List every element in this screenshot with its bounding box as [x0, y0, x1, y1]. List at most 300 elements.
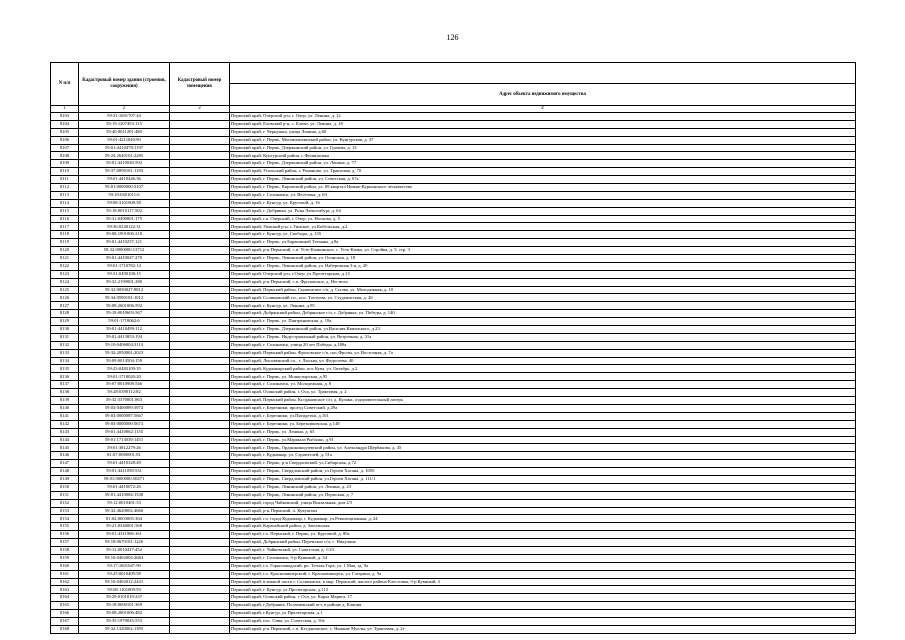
row-number: 8146 — [51, 452, 79, 460]
table-row — [51, 491, 856, 499]
row-number: 8118 — [51, 231, 79, 239]
cadastral-room-number — [170, 436, 230, 444]
table-row — [51, 515, 856, 523]
row-number: 8111 — [51, 176, 79, 184]
cadastral-building-number: 59:01:4410328:49 — [79, 460, 170, 468]
cadastral-room-number — [170, 365, 230, 373]
cadastral-room-number — [170, 318, 230, 326]
row-number: 8160 — [51, 562, 79, 570]
table-row — [51, 231, 856, 239]
cadastral-building-number: 59:37:0890101:1183 — [79, 168, 170, 176]
table-row — [51, 625, 856, 633]
cadastral-room-number — [170, 570, 230, 578]
table-row — [51, 270, 856, 278]
cadastral-room-number — [170, 326, 230, 334]
table-row — [51, 184, 856, 192]
cadastral-room-number — [170, 594, 230, 602]
table-row — [51, 160, 856, 168]
row-number: 8131 — [51, 333, 79, 341]
table-row — [51, 365, 856, 373]
cadastral-building-number: 59:09:0014504:159 — [79, 357, 170, 365]
table-row — [51, 452, 856, 460]
row-number: 8134 — [51, 357, 79, 365]
row-number: 8106 — [51, 136, 79, 144]
cadastral-room-number — [170, 475, 230, 483]
cadastral-room-number — [170, 499, 230, 507]
cadastral-room-number — [170, 270, 230, 278]
cadastral-building-number: 59:31:1691707:44 — [79, 112, 170, 120]
cadastral-room-number — [170, 586, 230, 594]
property-address: Пермский край, город Чайковский, улица Вокзальная, дом 2/5 — [230, 499, 856, 507]
cadastral-room-number — [170, 184, 230, 192]
row-number: 8137 — [51, 381, 79, 389]
cadastral-room-number — [170, 491, 230, 499]
table-row — [51, 128, 856, 136]
property-address: Пермский край, г. Пермь, Индустриальный район, ул. Ветрочная, д. 31а — [230, 333, 856, 341]
row-number: 8115 — [51, 207, 79, 215]
property-address: Пермский край, г.о. город Кудымкар, г. Кудымкар, ул.Революционная, д. 24 — [230, 515, 856, 523]
property-address: Пермский край, р-н Пермский, п. Кукуштан — [230, 507, 856, 515]
cadastral-building-number: 59:32:2190001:280 — [79, 278, 170, 286]
cadastral-room-number — [170, 215, 230, 223]
header-cadastral-room: Кадастровый номер помещения — [170, 63, 230, 106]
cadastral-room-number — [170, 373, 230, 381]
cadastral-room-number — [170, 341, 230, 349]
row-number: 8133 — [51, 349, 79, 357]
cadastral-building-number: 59:10:0401011:6 — [79, 191, 170, 199]
row-number: 8105 — [51, 128, 79, 136]
cadastral-room-number — [170, 412, 230, 420]
cadastral-room-number — [170, 625, 230, 633]
property-address: Пермский край, г. Пермь, ул. Ленина, д. 65 — [230, 428, 856, 436]
property-address: Пермский край, г. Добрянка, ул. Розы Люксембург, д. 64 — [230, 207, 856, 215]
cadastral-room-number — [170, 507, 230, 515]
row-number: 8117 — [51, 223, 79, 231]
cadastral-building-number: 59:08:1901006:218 — [79, 231, 170, 239]
row-number: 8154 — [51, 515, 79, 523]
cadastral-room-number — [170, 128, 230, 136]
table-row — [51, 223, 856, 231]
column-number: 2 — [79, 106, 170, 113]
cadastral-room-number — [170, 255, 230, 263]
cadastral-room-number — [170, 223, 230, 231]
property-address: Пермский край, Добрянский район, Добрянское г/п, г. Добрянка, ул. Победы, д. 140 — [230, 310, 856, 318]
cadastral-building-number: 59:01:4413853:194 — [79, 333, 170, 341]
page-number: 126 — [446, 33, 459, 42]
cadastral-building-number: 59:35:1970045:553 — [79, 617, 170, 625]
cadastral-room-number — [170, 483, 230, 491]
property-address: Пермский край, Осинский район, г. Оса, ул. Трактовая, д. 2 — [230, 389, 856, 397]
cadastral-building-number: 59:08:2601006:482 — [79, 610, 170, 618]
cadastral-building-number: 59:32:0000000:13712 — [79, 247, 170, 255]
row-number: 8104 — [51, 120, 79, 128]
table-row — [51, 152, 856, 160]
property-address: Пермский край, г. Пермь, Ленинский район, ул. Осинская, д. 18 — [230, 255, 856, 263]
cadastral-building-number: 59:01:4410478:1197 — [79, 144, 170, 152]
cadastral-room-number — [170, 468, 230, 476]
property-address: Пермский край, г. Пермь, Ленинский район, ул. Ленина, д. 23 — [230, 483, 856, 491]
row-number: 8151 — [51, 491, 79, 499]
row-number: 8153 — [51, 507, 79, 515]
cadastral-room-number — [170, 357, 230, 365]
property-address: Пермский край, г. Кунгур, ул. Ленина, д.95 — [230, 302, 856, 310]
table-row — [51, 523, 856, 531]
cadastral-room-number — [170, 120, 230, 128]
row-number: 8124 — [51, 278, 79, 286]
row-number: 8142 — [51, 420, 79, 428]
table-row — [51, 546, 856, 554]
table-row — [51, 341, 856, 349]
row-number: 8140 — [51, 404, 79, 412]
table-row — [51, 531, 856, 539]
cadastral-building-number: 59:01:4410084:1538 — [79, 491, 170, 499]
cadastral-room-number — [170, 610, 230, 618]
table-row — [51, 191, 856, 199]
cadastral-building-number: 59:01:4410072:26 — [79, 483, 170, 491]
cadastral-building-number: 59:24:2640101:2285 — [79, 152, 170, 160]
property-address: Пермский край, Усольский район, г. Романово, ул. Трактовая, д. 70 — [230, 168, 856, 176]
property-address: Пермский край, г.Кунгур, ул.Пролетарская, д.1 — [230, 610, 856, 618]
row-number: 8156 — [51, 531, 79, 539]
row-number: 8109 — [51, 160, 79, 168]
property-address: Пермский край, г. Кунгур, ул.Пролетарская, д.112 — [230, 586, 856, 594]
cadastral-building-number: 59:18:0670101:1226 — [79, 539, 170, 547]
property-register-table — [50, 62, 856, 634]
cadastral-room-number — [170, 247, 230, 255]
cadastral-room-number — [170, 578, 230, 586]
table-row — [51, 199, 856, 207]
cadastral-room-number — [170, 389, 230, 397]
cadastral-building-number: 59:40:0011201:480 — [79, 128, 170, 136]
cadastral-room-number — [170, 428, 230, 436]
cadastral-room-number — [170, 112, 230, 120]
property-address: Пермский край, г. Пермь, ул. Монастырская, д.95 — [230, 373, 856, 381]
cadastral-building-number: 59:32:4620002:4660 — [79, 507, 170, 515]
row-number: 8122 — [51, 262, 79, 270]
row-number: 8145 — [51, 444, 79, 452]
cadastral-room-number — [170, 136, 230, 144]
row-number: 8164 — [51, 594, 79, 602]
table-row — [51, 404, 856, 412]
row-number: 8150 — [51, 483, 79, 491]
row-number: 8135 — [51, 365, 79, 373]
property-address: Пермский край, р-н Пермский, с.п. Фроловское, д. Нестюхо — [230, 278, 856, 286]
cadastral-building-number: 59:10:0402004:2684 — [79, 554, 170, 562]
cadastral-room-number — [170, 617, 230, 625]
row-number: 8144 — [51, 436, 79, 444]
table-row — [51, 215, 856, 223]
property-address: Пермский край, г. Березники, проезд Советский, д.29а — [230, 404, 856, 412]
cadastral-room-number — [170, 168, 230, 176]
table-row — [51, 602, 856, 610]
row-number: 8148 — [51, 468, 79, 476]
row-number: 8162 — [51, 578, 79, 586]
cadastral-building-number: 59:32:2050001:2023 — [79, 349, 170, 357]
cadastral-room-number — [170, 531, 230, 539]
property-address: Пермский край, Еловский р-н, с. Елово, ул. Ленина, д. 18 — [230, 120, 856, 128]
cadastral-building-number: 59:01:1710782:14 — [79, 262, 170, 270]
table-row — [51, 578, 856, 586]
table-row — [51, 397, 856, 405]
row-number: 8155 — [51, 523, 79, 531]
row-number: 8103 — [51, 112, 79, 120]
cadastral-building-number: 59:01:4410446:36 — [79, 176, 170, 184]
cadastral-building-number: 59:08:3101008:58 — [79, 199, 170, 207]
property-address: Пермский край, г. Пермь, Ленинский район, ул. Советская, д. 67а — [230, 176, 856, 184]
cadastral-room-number — [170, 397, 230, 405]
row-number: 8108 — [51, 152, 79, 160]
table-row — [51, 302, 856, 310]
row-number: 8110 — [51, 168, 79, 176]
cadastral-building-number: 59:01:3812279:26 — [79, 444, 170, 452]
property-address: Пермский край, Добрянский район, Перемское с/п, с. Никулино — [230, 539, 856, 547]
row-number: 8163 — [51, 586, 79, 594]
property-address: Пермский край, г.о. Пермский, г. Пермь, ул. Круговой, д. 80а — [230, 531, 856, 539]
cadastral-room-number — [170, 191, 230, 199]
table-row — [51, 586, 856, 594]
cadastral-building-number: 59:23:0483109:35 — [79, 365, 170, 373]
cadastral-room-number — [170, 404, 230, 412]
property-address: Пермский край, г. Кунгур, ул. Круговой, д. 16 — [230, 199, 856, 207]
table-row — [51, 373, 856, 381]
table-row — [51, 460, 856, 468]
cadastral-room-number — [170, 152, 230, 160]
row-number: 8161 — [51, 570, 79, 578]
cadastral-room-number — [170, 199, 230, 207]
row-number: 8136 — [51, 373, 79, 381]
table-row — [51, 255, 856, 263]
cadastral-room-number — [170, 444, 230, 452]
table-row — [51, 562, 856, 570]
cadastral-room-number — [170, 302, 230, 310]
header-address: Адрес объекта недвижимого имущества — [230, 84, 856, 106]
table-row — [51, 318, 856, 326]
header-num: N п/п — [51, 63, 79, 106]
cadastral-building-number: 59:01:4311906:161 — [79, 531, 170, 539]
cadastral-room-number — [170, 278, 230, 286]
row-number: 8158 — [51, 546, 79, 554]
table-row — [51, 594, 856, 602]
header-address-spacer — [230, 63, 856, 84]
cadastral-room-number — [170, 523, 230, 531]
cadastral-room-number — [170, 515, 230, 523]
cadastral-building-number: 59:18:0010117:502 — [79, 207, 170, 215]
cadastral-building-number: 59:31:0490801:175 — [79, 215, 170, 223]
row-number: 8167 — [51, 617, 79, 625]
row-number: 8123 — [51, 270, 79, 278]
cadastral-building-number: 59:01:4410047:270 — [79, 255, 170, 263]
cadastral-building-number: 59:01:0000000:50471 — [79, 475, 170, 483]
property-address: Пермский край, Лысьвенский г.о., г. Лысьва, ул. Федосеева, 40 — [230, 357, 856, 365]
cadastral-room-number — [170, 381, 230, 389]
table-row — [51, 247, 856, 255]
row-number: 8116 — [51, 215, 79, 223]
property-address: Пермский край, г. Пермь, Дзержинский район, ул.Василия Каменского, д.23 — [230, 326, 856, 334]
property-address: Пермский край, г. Березники, ул. Березниковская, д.148 — [230, 420, 856, 428]
cadastral-building-number: 59:01:1718020:20 — [79, 373, 170, 381]
property-address: Пермский край, г.п. Очерский, г. Очер, ул. Носкова, д. 5 — [230, 215, 856, 223]
cadastral-building-number: 59:01:4211840:90 — [79, 136, 170, 144]
row-number: 8143 — [51, 428, 79, 436]
table-row — [51, 120, 856, 128]
cadastral-building-number: 59:17:1601047:90 — [79, 562, 170, 570]
cadastral-building-number: 59:01:4411058:531 — [79, 468, 170, 476]
cadastral-building-number: 81:02:0003005:304 — [79, 515, 170, 523]
row-number: 8152 — [51, 499, 79, 507]
property-address: Пермский край, р-н Пермский, с.п. Кг.гдановское, с. Нижние Муллы, ул. Трактовая, д. 2г — [230, 625, 856, 633]
cadastral-room-number — [170, 349, 230, 357]
cadastral-room-number — [170, 176, 230, 184]
header-cadastral-building: Кадастровый номер здания (строения, сооружения) — [79, 63, 170, 106]
row-number: 8132 — [51, 341, 79, 349]
property-address: Пермский край, Соликамский г.п., пос. Тохтуева, ул. Студенческая, д. 26 — [230, 294, 856, 302]
cadastral-building-number: 59:01:4410040:592 — [79, 160, 170, 168]
cadastral-room-number — [170, 546, 230, 554]
property-address: Пермский край, г.о. Горнозаводский, рп. Теплая Гора, ул. 1 Мая, зд. 9а — [230, 562, 856, 570]
cadastral-building-number: 59:34:0590101:1012 — [79, 294, 170, 302]
cadastral-room-number — [170, 286, 230, 294]
row-number: 8139 — [51, 397, 79, 405]
table-row — [51, 262, 856, 270]
row-number: 8159 — [51, 554, 79, 562]
property-address: Пермский край, Осинский район, г. Оса, ул. Карла Маркса, 17 — [230, 594, 856, 602]
property-address: Пермский край, Кунгурский район, с.Филипповка — [230, 152, 856, 160]
cadastral-building-number: 59:32:0050027:8812 — [79, 286, 170, 294]
table-row — [51, 207, 856, 215]
table-row — [51, 168, 856, 176]
table-body — [51, 112, 856, 633]
cadastral-building-number: 59:21:0340001:568 — [79, 523, 170, 531]
cadastral-building-number: 81:07:0080001:81 — [79, 452, 170, 460]
row-number: 8166 — [51, 610, 79, 618]
property-address: Пермский край, г. Соликамск, б-р Кувиный, д. 34 — [230, 554, 856, 562]
table-row — [51, 420, 856, 428]
property-address: Пермский край, р-н Пермский, с.п. Усть-Качкинское, с. Усть-Качка, ул. Стройка, д. 5, стр. 3 — [230, 247, 856, 255]
property-address: Пермский край, Карагайский район, д. Запольская — [230, 523, 856, 531]
cadastral-room-number — [170, 333, 230, 341]
table-row — [51, 326, 856, 334]
row-number: 8141 — [51, 412, 79, 420]
cadastral-room-number — [170, 562, 230, 570]
row-number: 8113 — [51, 191, 79, 199]
cadastral-room-number — [170, 144, 230, 152]
cadastral-room-number — [170, 294, 230, 302]
property-address: Пермский край, г. Соликамск, улица 20 лет Победы, д.180а — [230, 341, 856, 349]
property-address: Пермский край, г. Пермь, ул.Маршала Рыбалко, д.91 — [230, 436, 856, 444]
cadastral-building-number: 59:10:0402012:2441 — [79, 578, 170, 586]
cadastral-room-number — [170, 602, 230, 610]
cadastral-building-number: 59:10:0406004:3113 — [79, 341, 170, 349]
cadastral-building-number: 59:01:1718062:6 — [79, 318, 170, 326]
property-address: Пермский край, г. Пермь, Ленинский район, ул. Пермская, д. 7 — [230, 491, 856, 499]
property-address: Пермский край, в южной части г. Соликамска, в мкр. Пермский, жилого района Клестовка, б-р Кувиный, 3 — [230, 578, 856, 586]
table-row — [51, 333, 856, 341]
table-row — [51, 349, 856, 357]
cadastral-building-number: 59:01:4410062:1155 — [79, 428, 170, 436]
row-number: 8127 — [51, 302, 79, 310]
cadastral-room-number — [170, 262, 230, 270]
cadastral-building-number: 59:12:0010401:53 — [79, 499, 170, 507]
property-address: Пермский край, Очерский р-н, г.Очер, ул.Пролетарская, д.13 — [230, 270, 856, 278]
table-row — [51, 136, 856, 144]
cadastral-room-number — [170, 207, 230, 215]
table-row — [51, 381, 856, 389]
cadastral-building-number: 59:07:0010908:546 — [79, 381, 170, 389]
property-address: Пермский край, г. Пермь, р-н Свердловский, ул.Сибирская, д.72 — [230, 460, 856, 468]
table-row — [51, 286, 856, 294]
cadastral-room-number — [170, 231, 230, 239]
column-number: 4 — [230, 106, 856, 113]
table-row — [51, 610, 856, 618]
property-address: Пермский край, Кудымкарский район, пос.Кува, ул. Октябрь, д.2 — [230, 365, 856, 373]
cadastral-building-number: 59:18:0690101:369 — [79, 602, 170, 610]
row-number: 8121 — [51, 255, 79, 263]
cadastral-building-number: 59:01:0000000:3107 — [79, 184, 170, 192]
property-address: Пермский край, г. Пермь, Кировский район, ул. 69 квартал Нижне-Курьинского лесничества — [230, 184, 856, 192]
table-row — [51, 310, 856, 318]
property-address: Пермский край, г. Пермь, Мотовилихинский район, ул. Кунгурская, д. 37 — [230, 136, 856, 144]
table-row — [51, 239, 856, 247]
cadastral-room-number — [170, 160, 230, 168]
row-number: 8126 — [51, 294, 79, 302]
cadastral-building-number: 59:29:0101019:237 — [79, 594, 170, 602]
table-row — [51, 468, 856, 476]
cadastral-building-number: 59:19:1207493:115 — [79, 120, 170, 128]
row-number: 8112 — [51, 184, 79, 192]
property-address: Пермский край, г. Пермь, Ленинский район, ул. Набережная 3-я, д. 20 — [230, 262, 856, 270]
table-row — [51, 499, 856, 507]
cadastral-building-number: 59:36:0240122:31 — [79, 223, 170, 231]
cadastral-building-number: 59:32:3370001:863 — [79, 397, 170, 405]
row-number: 8107 — [51, 144, 79, 152]
row-number: 8119 — [51, 239, 79, 247]
cadastral-building-number: 59:08:1101009:59 — [79, 586, 170, 594]
cadastral-room-number — [170, 310, 230, 318]
cadastral-room-number — [170, 239, 230, 247]
property-address: Пермский край, г. Березники, ул.Пятидетки, д.101 — [230, 412, 856, 420]
table-row — [51, 112, 856, 120]
column-number: 1 — [51, 106, 79, 113]
row-number: 8157 — [51, 539, 79, 547]
property-address: Пермский край, г.Добрянка, Полазненский пгт, в районе д. Кляпия — [230, 602, 856, 610]
table-row — [51, 507, 856, 515]
row-number: 8130 — [51, 326, 79, 334]
row-number: 8138 — [51, 389, 79, 397]
table-row — [51, 539, 856, 547]
table-row — [51, 617, 856, 625]
row-number: 8149 — [51, 475, 79, 483]
property-address: Пермский край, г. Пермь, Дзержинский район, ул. Ленина, д. 77 — [230, 160, 856, 168]
table-row — [51, 436, 856, 444]
row-number: 8165 — [51, 602, 79, 610]
cadastral-room-number — [170, 460, 230, 468]
property-address: Пермский край, г. Кудымкар, ул. Строителей, д. 51а — [230, 452, 856, 460]
cadastral-building-number: 59:18:0010603:567 — [79, 310, 170, 318]
table-row — [51, 428, 856, 436]
property-address: Пермский край, г. Кунгур, ул. Свободы, д. 135 — [230, 231, 856, 239]
property-address: Пермский край, г. Чайковский, ул. Советская, д. 1/23 — [230, 546, 856, 554]
row-number: 8147 — [51, 460, 79, 468]
cadastral-building-number: 59:01:1713039:1451 — [79, 436, 170, 444]
row-number: 8128 — [51, 310, 79, 318]
table-row — [51, 294, 856, 302]
table-row — [51, 412, 856, 420]
table-row — [51, 444, 856, 452]
table-row — [51, 570, 856, 578]
row-number: 8168 — [51, 625, 79, 633]
cadastral-building-number: 59:03:0000087:5667 — [79, 412, 170, 420]
property-address: Пермский край, Пермский район, Фроловское с/п, пос.Фролы, ул. Восточная, д. 7а — [230, 349, 856, 357]
